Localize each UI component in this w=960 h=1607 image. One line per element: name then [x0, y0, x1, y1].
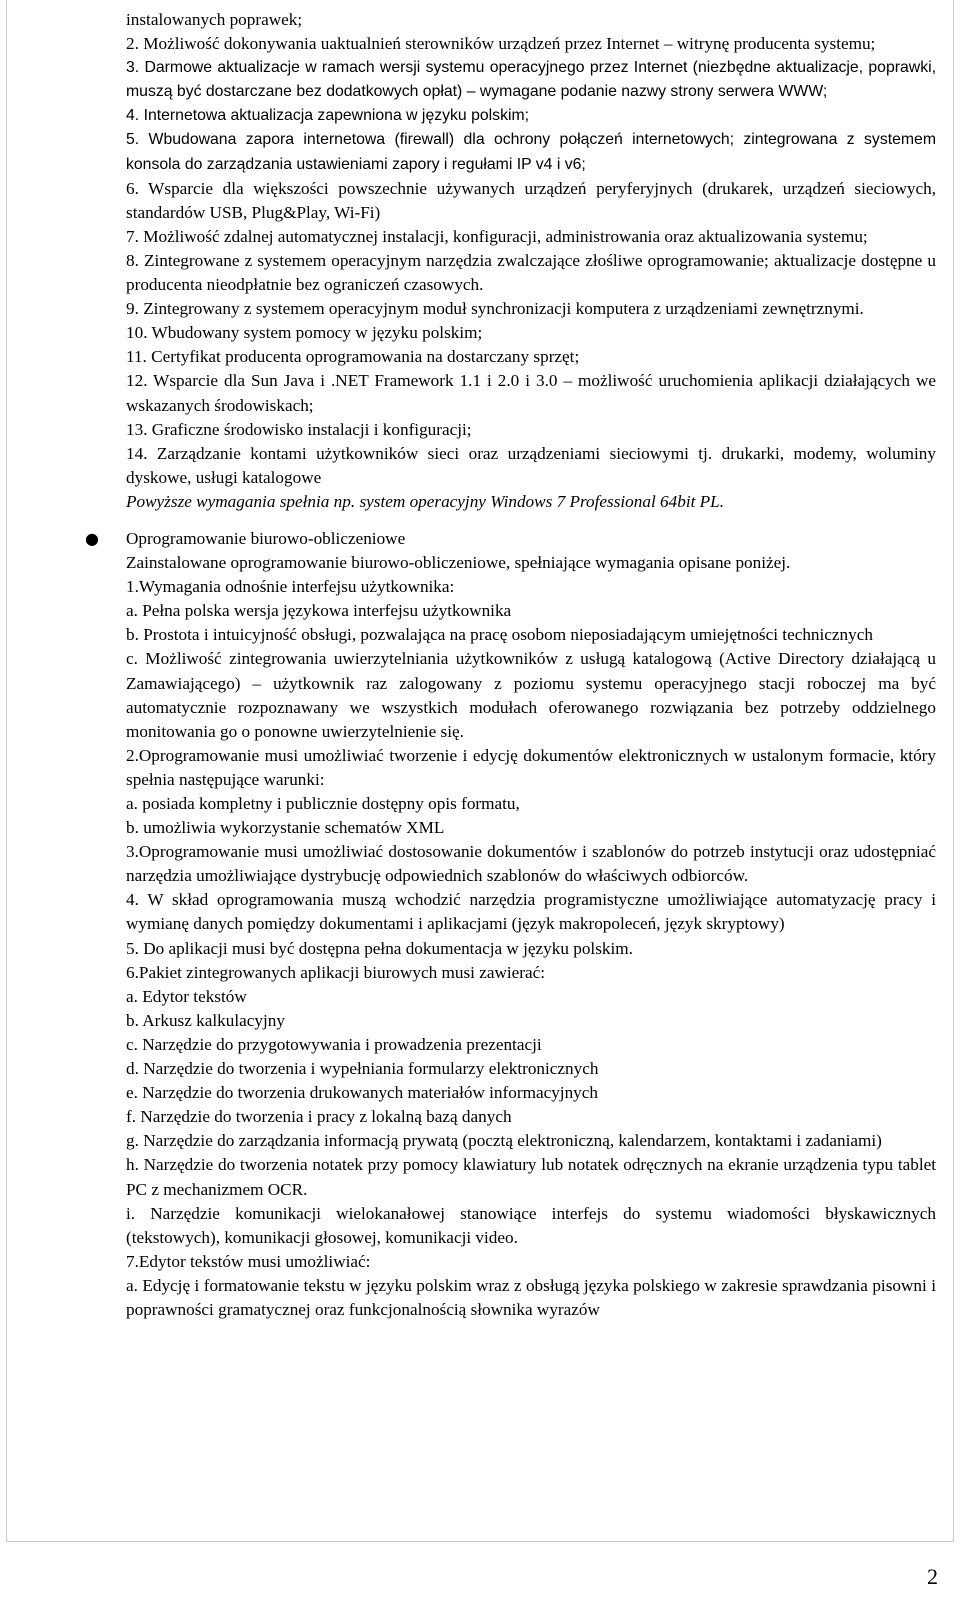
req-2: 2.Oprogramowanie musi umożliwiać tworzenie i edycję dokumentów elektronicznych w ustalonym formacie, który spełnia następujące warunki: [126, 745, 936, 789]
bullet-icon: ● [85, 528, 99, 548]
item-9: 9. Zintegrowany z systemem operacyjnym moduł synchronizacji komputera z urządzeniami zewnętrznymi. [126, 299, 864, 319]
req-2a: a. posiada kompletny i publicznie dostępny opis formatu, [126, 794, 520, 813]
req-6: 6.Pakiet zintegrowanych aplikacji biurowych musi zawierać: [126, 962, 546, 982]
item-8: 8. Zintegrowane z systemem operacyjnym narzędzia zwalczające złośliwe oprogramowanie; aktualizacje dostępne u producenta nieodpłatnie bez ograniczeń czasowych. [126, 250, 936, 295]
req-1a: a. Pełna polska wersja językowa interfejsu użytkownika [126, 601, 512, 621]
item-6: 6. Wsparcie dla większości powszechnie używanych urządzeń peryferyjnych (drukarek, urządzeń sieciowych, standardów USB, Plug&Play, Wi-Fi) [126, 178, 936, 222]
req-5: 5. Do aplikacji musi być dostępna pełna dokumentacja w języku polskim. [126, 938, 633, 958]
page-number: 2 [927, 1564, 938, 1589]
req-6f: f. Narzędzie do tworzenia i pracy z lokalną bazą danych [126, 1107, 512, 1127]
req-7: 7.Edytor tekstów musi umożliwiać: [126, 1251, 371, 1271]
document-body [85, 8, 936, 1322]
item-7: 7. Możliwość zdalnej automatycznej instalacji, konfiguracji, administrowania oraz aktualizowania systemu; [126, 226, 868, 246]
req-1: 1.Wymagania odnośnie interfejsu użytkownika: [126, 577, 455, 597]
req-6e: e. Narzędzie do tworzenia drukowanych materiałów informacyjnych [126, 1083, 598, 1103]
req-7a: a. Edycję i formatowanie tekstu w języku polskim wraz z obsługą języka polskiego w zakresie sprawdzania pisowni i poprawności gramatycznej oraz funkcjonalnością słownika wyrazów [126, 1275, 936, 1319]
item-11: 11. Certyfikat producenta oprogramowania na dostarczany sprzęt; [126, 347, 580, 367]
item-13: 13. Graficzne środowisko instalacji i konfiguracji; [126, 419, 472, 439]
req-6a: a. Edytor tekstów [126, 986, 247, 1006]
item-2: 2. Możliwość dokonywania uaktualnień sterowników urządzeń przez Internet – witrynę producenta systemu; [126, 34, 876, 54]
line-continuation: instalowanych poprawek; [126, 10, 303, 29]
req-6c: c. Narzędzie do przygotowywania i prowadzenia prezentacji [126, 1034, 542, 1054]
item-4: 4. Internetowa aktualizacja zapewniona w języku polskim; [126, 107, 530, 125]
item-5: 5. Wbudowana zapora internetowa (firewall) dla ochrony połączeń internetowych; zintegrowana z systemem konsola do zarządzania ustawieniami zapory i regułami IP v4 i v6; [126, 131, 936, 173]
italic-note: Powyższe wymagania spełnia np. system operacyjny Windows 7 Professional 64bit PL. [126, 491, 725, 511]
req-4: 4. W skład oprogramowania muszą wchodzić narzędzia programistyczne umożliwiające automatyzację pracy i wymianę danych pomiędzy dokumentami i aplikacjami (język makropoleceń, język skryptowy) [126, 890, 936, 934]
section-office-software [85, 527, 936, 551]
req-2b: b. umożliwia wykorzystanie schematów XML [126, 818, 445, 838]
req-6b: b. Arkusz kalkulacyjny [126, 1010, 285, 1030]
item-12: 12. Wsparcie dla Sun Java i .NET Framework 1.1 i 2.0 i 3.0 – możliwość uruchomienia aplikacji działających we wskazanych środowiskach; [126, 371, 936, 415]
req-1c: c. Możliwość zintegrowania uwierzytelniania użytkowników z usługą katalogową (Active Directory działającą u Zamawiającego) – użytkownik raz zalogowany z poziomu systemu operacyjnego stacji roboczej ma być automatycznie rozpoznawany we wszystkich modułach oferowanego rozwiązania bez potrzeby oddzielnego monitowania go o ponowne uwierzytelnienie się. [126, 649, 936, 741]
item-14: 14. Zarządzanie kontami użytkowników sieci oraz urządzeniami sieciowymi tj. drukarki, modemy, woluminy dyskowe, usługi katalogowe [126, 443, 936, 487]
item-3: 3. Darmowe aktualizacje w ramach wersji systemu operacyjnego przez Internet (niezbędne aktualizacje, poprawki, muszą być dostarczane bez dodatkowych opłat) – wymagane podanie nazwy strony serwera WWW; [126, 59, 936, 101]
section-heading: Oprogramowanie biurowo-obliczeniowe [126, 528, 406, 548]
req-6d: d. Narzędzie do tworzenia i wypełniania formularzy elektronicznych [126, 1059, 599, 1079]
item-10: 10. Wbudowany system pomocy w języku polskim; [126, 323, 483, 343]
req-6g: g. Narzędzie do zarządzania informacją prywatą (pocztą elektroniczną, kalendarzem, kontaktami i zadaniami) [126, 1131, 882, 1151]
req-1b: b. Prostota i intuicyjność obsługi, pozwalająca na pracę osobom nieposiadającym umiejętności technicznych [126, 625, 873, 645]
req-3: 3.Oprogramowanie musi umożliwiać dostosowanie dokumentów i szablonów do potrzeb instytucji oraz udostępniać narzędzia umożliwiające dystrybucję odpowiednich szablonów do właściwych odbiorców. [126, 842, 936, 886]
req-6h: h. Narzędzie do tworzenia notatek przy pomocy klawiatury lub notatek odręcznych na ekranie urządzenia typu tablet PC z mechanizmem OCR. [126, 1155, 936, 1199]
section-intro: Zainstalowane oprogramowanie biurowo-obliczeniowe, spełniające wymagania opisane poniżej. [126, 553, 791, 573]
req-6i: i. Narzędzie komunikacji wielokanałowej stanowiące interfejs do systemu wiadomości błyskawicznych (tekstowych), komunikacji głosowej, komunikacji video. [126, 1203, 936, 1247]
